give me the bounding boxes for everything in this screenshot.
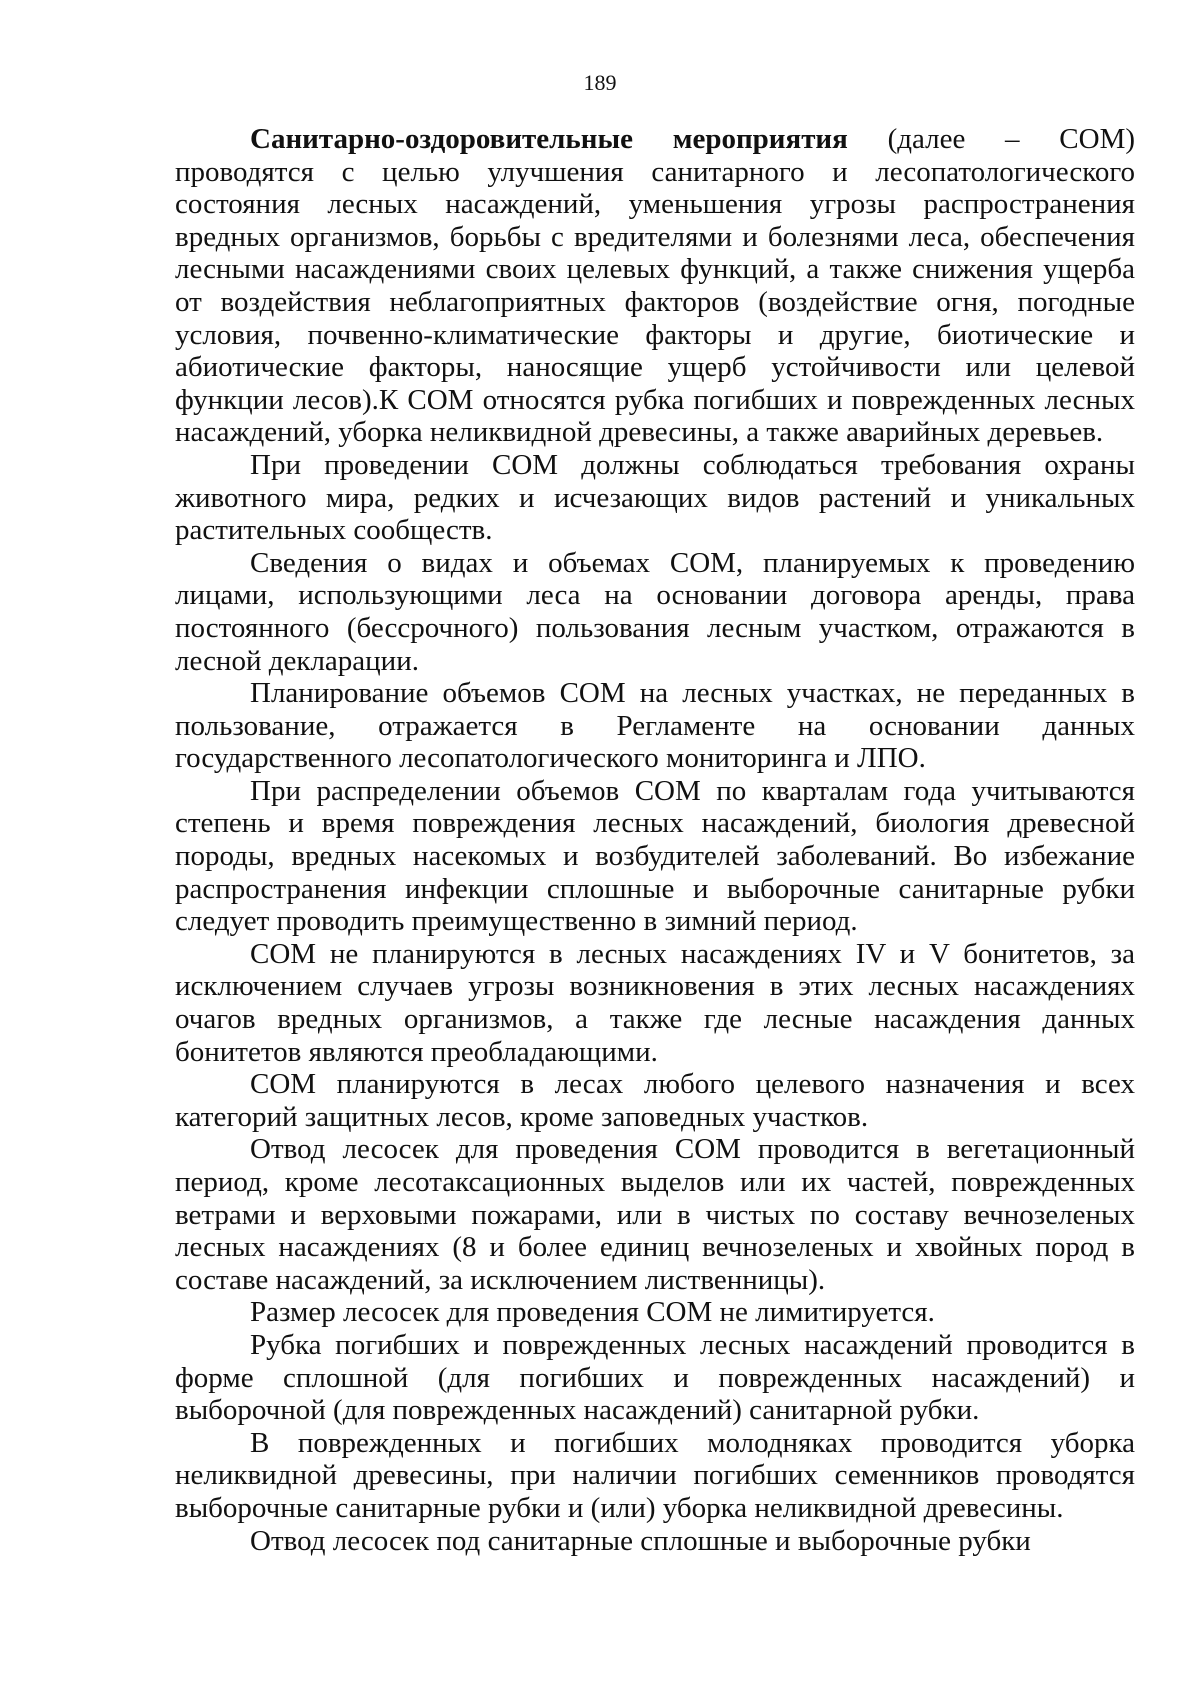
page-number: 189 — [583, 70, 617, 95]
paragraph-text: (далее – СОМ) проводятся с целью улучшения санитарного и лесопатологического состояния лесных насаждений, уменьшения угрозы распространения вредных организмов, борьбы с вредителями и болезнями леса, обеспечения лесными насаждениями своих целевых функций, а также снижения ущерба от воздействия неблагоприятных факторов (воздействие огня, погодные условия, почвенно-климатические факторы и другие, биотические и абиотические факторы, наносящие ущерб устойчивости или целевой функции лесов).К СОМ относятся рубка погибших и поврежденных лесных насаждений, уборка неликвидной древесины, а также аварийных деревьев. — [175, 123, 1136, 449]
term-heading: Санитарно-оздоровительные мероприятия — [250, 123, 848, 155]
paragraph-cutting-forms: Рубка погибших и поврежденных лесных насаждений проводится в форме сплошной (для погибших и поврежденных насаждений) и выборочной (для поврежденных насаждений) санитарной рубки. — [175, 1328, 1135, 1427]
paragraph-requirements: При проведении СОМ должны соблюдаться требования охраны животного мира, редких и исчезающих видов растений и уникальных растительных сообществ. — [175, 448, 1135, 547]
paragraph-quarterly-distribution: При распределении объемов СОМ по кварталам года учитываются степень и время повреждения лесных насаждений, биология древесной породы, вредных насекомых и возбудителей заболеваний. Во избежание распространения инфекции сплошные и выборочные санитарные рубки следует проводить преимущественно в зимний период. — [175, 774, 1135, 938]
paragraph-planning: Планирование объемов СОМ на лесных участках, не переданных в пользование, отражается в Регламенте на основании данных государственного лесопатологического мониторинга и ЛПО. — [175, 677, 1135, 775]
paragraph-bonitet: СОМ не планируются в лесных насаждениях IV и V бонитетов, за исключением случаев угрозы возникновения в этих лесных насаждениях очагов вредных организмов, а также где лесные насаждения данных бонитетов являются преобладающими. — [175, 937, 1135, 1068]
paragraph-declaration: Сведения о видах и объемах СОМ, планируемых к проведению лицами, использующими леса на основании договора аренды, права постоянного (бессрочного) пользования лесным участком, отражаются в лесной декларации. — [175, 546, 1135, 677]
document-body — [175, 123, 1135, 1557]
paragraph-allotment: Отвод лесосек для проведения СОМ проводится в вегетационный период, кроме лесотаксационных выделов или их частей, поврежденных ветрами и верховыми пожарами, или в чистых по составу вечнозеленых лесных насаждениях (8 и более единиц вечнозеленых и хвойных пород в составе насаждений, за исключением лиственницы). — [175, 1133, 1135, 1296]
paragraph-forest-categories: СОМ планируются в лесах любого целевого назначения и всех категорий защитных лесов, кроме заповедных участков. — [175, 1068, 1135, 1133]
paragraph-young-stands: В поврежденных и погибших молодняках проводится уборка неликвидной древесины, при наличии погибших семенников проводятся выборочные санитарные рубки и (или) уборка неликвидной древесины. — [175, 1426, 1135, 1524]
paragraph-allotment-cuttings: Отвод лесосек под санитарные сплошные и выборочные рубки — [250, 1524, 1031, 1557]
paragraph-som-definition — [175, 123, 1135, 449]
paragraph-plot-size: Размер лесосек для проведения СОМ не лимитируется. — [250, 1296, 935, 1329]
